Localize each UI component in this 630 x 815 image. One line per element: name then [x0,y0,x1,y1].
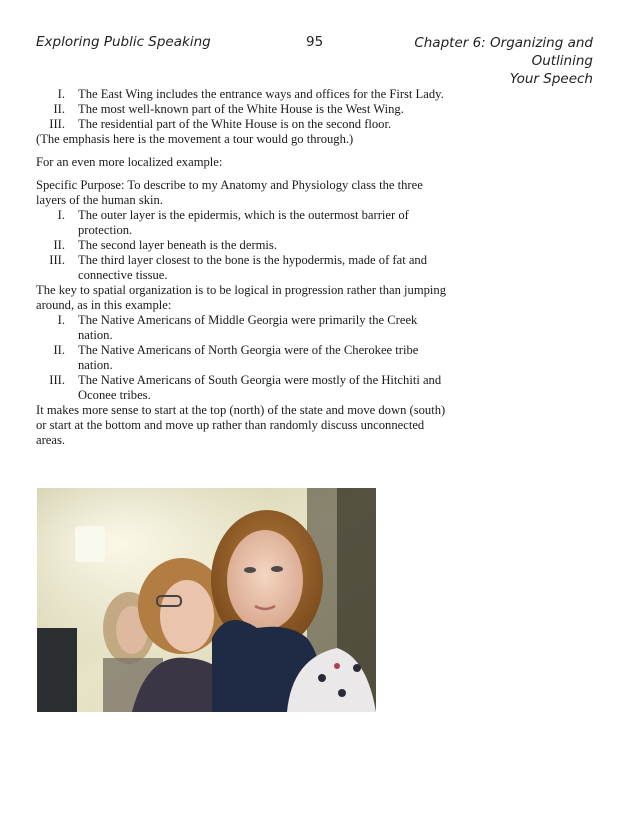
book-title: Exploring Public Speaking [36,34,211,50]
example-intro: For an even more localized example: [36,155,223,169]
list-item: II. The second layer beneath is the dermis. [53,238,277,252]
classroom-photo [37,488,376,712]
page-header [36,34,593,87]
list-item: III. The residential part of the White House is on the second floor. [49,117,392,131]
white-house-list [36,87,448,132]
sense-paragraph: It makes more sense to start at the top (north) of the state and move down (south) or start at the bottom and move up rather than randomly discuss unconnected areas. [36,403,446,447]
spatial-key-paragraph: The key to spatial organization is to be logical in progression rather than jumping around, as in this example: [36,283,447,312]
chapter-title-line1: Chapter 6: Organizing and Outlining [414,35,593,69]
list-item: I. The Native Americans of Middle Georgia were primarily the Creek nation. [57,313,418,342]
chapter-title [353,34,593,88]
chapter-title-line2: Your Speech [509,71,593,87]
list-item: II. The most well-known part of the White House is the West Wing. [53,102,404,116]
specific-purpose: Specific Purpose: To describe to my Anatomy and Physiology class the three layers of the human skin. [36,178,423,207]
tour-note: (The emphasis here is the movement a tour would go through.) [36,132,354,146]
page-body [36,87,448,448]
page-number: 95 [306,34,324,50]
list-item: I. The East Wing includes the entrance ways and offices for the First Lady. [57,87,444,101]
list-item: III. The Native Americans of South Georgia were mostly of the Hitchiti and Oconee tribes. [49,373,442,402]
skin-layers-list [36,208,448,283]
list-item: I. The outer layer is the epidermis, which is the outermost barrier of protection. [57,208,409,237]
list-item: III. The third layer closest to the bone is the hypodermis, made of fat and connective tissue. [49,253,428,282]
georgia-list [36,313,448,403]
list-item: II. The Native Americans of North Georgia were of the Cherokee tribe nation. [53,343,419,372]
